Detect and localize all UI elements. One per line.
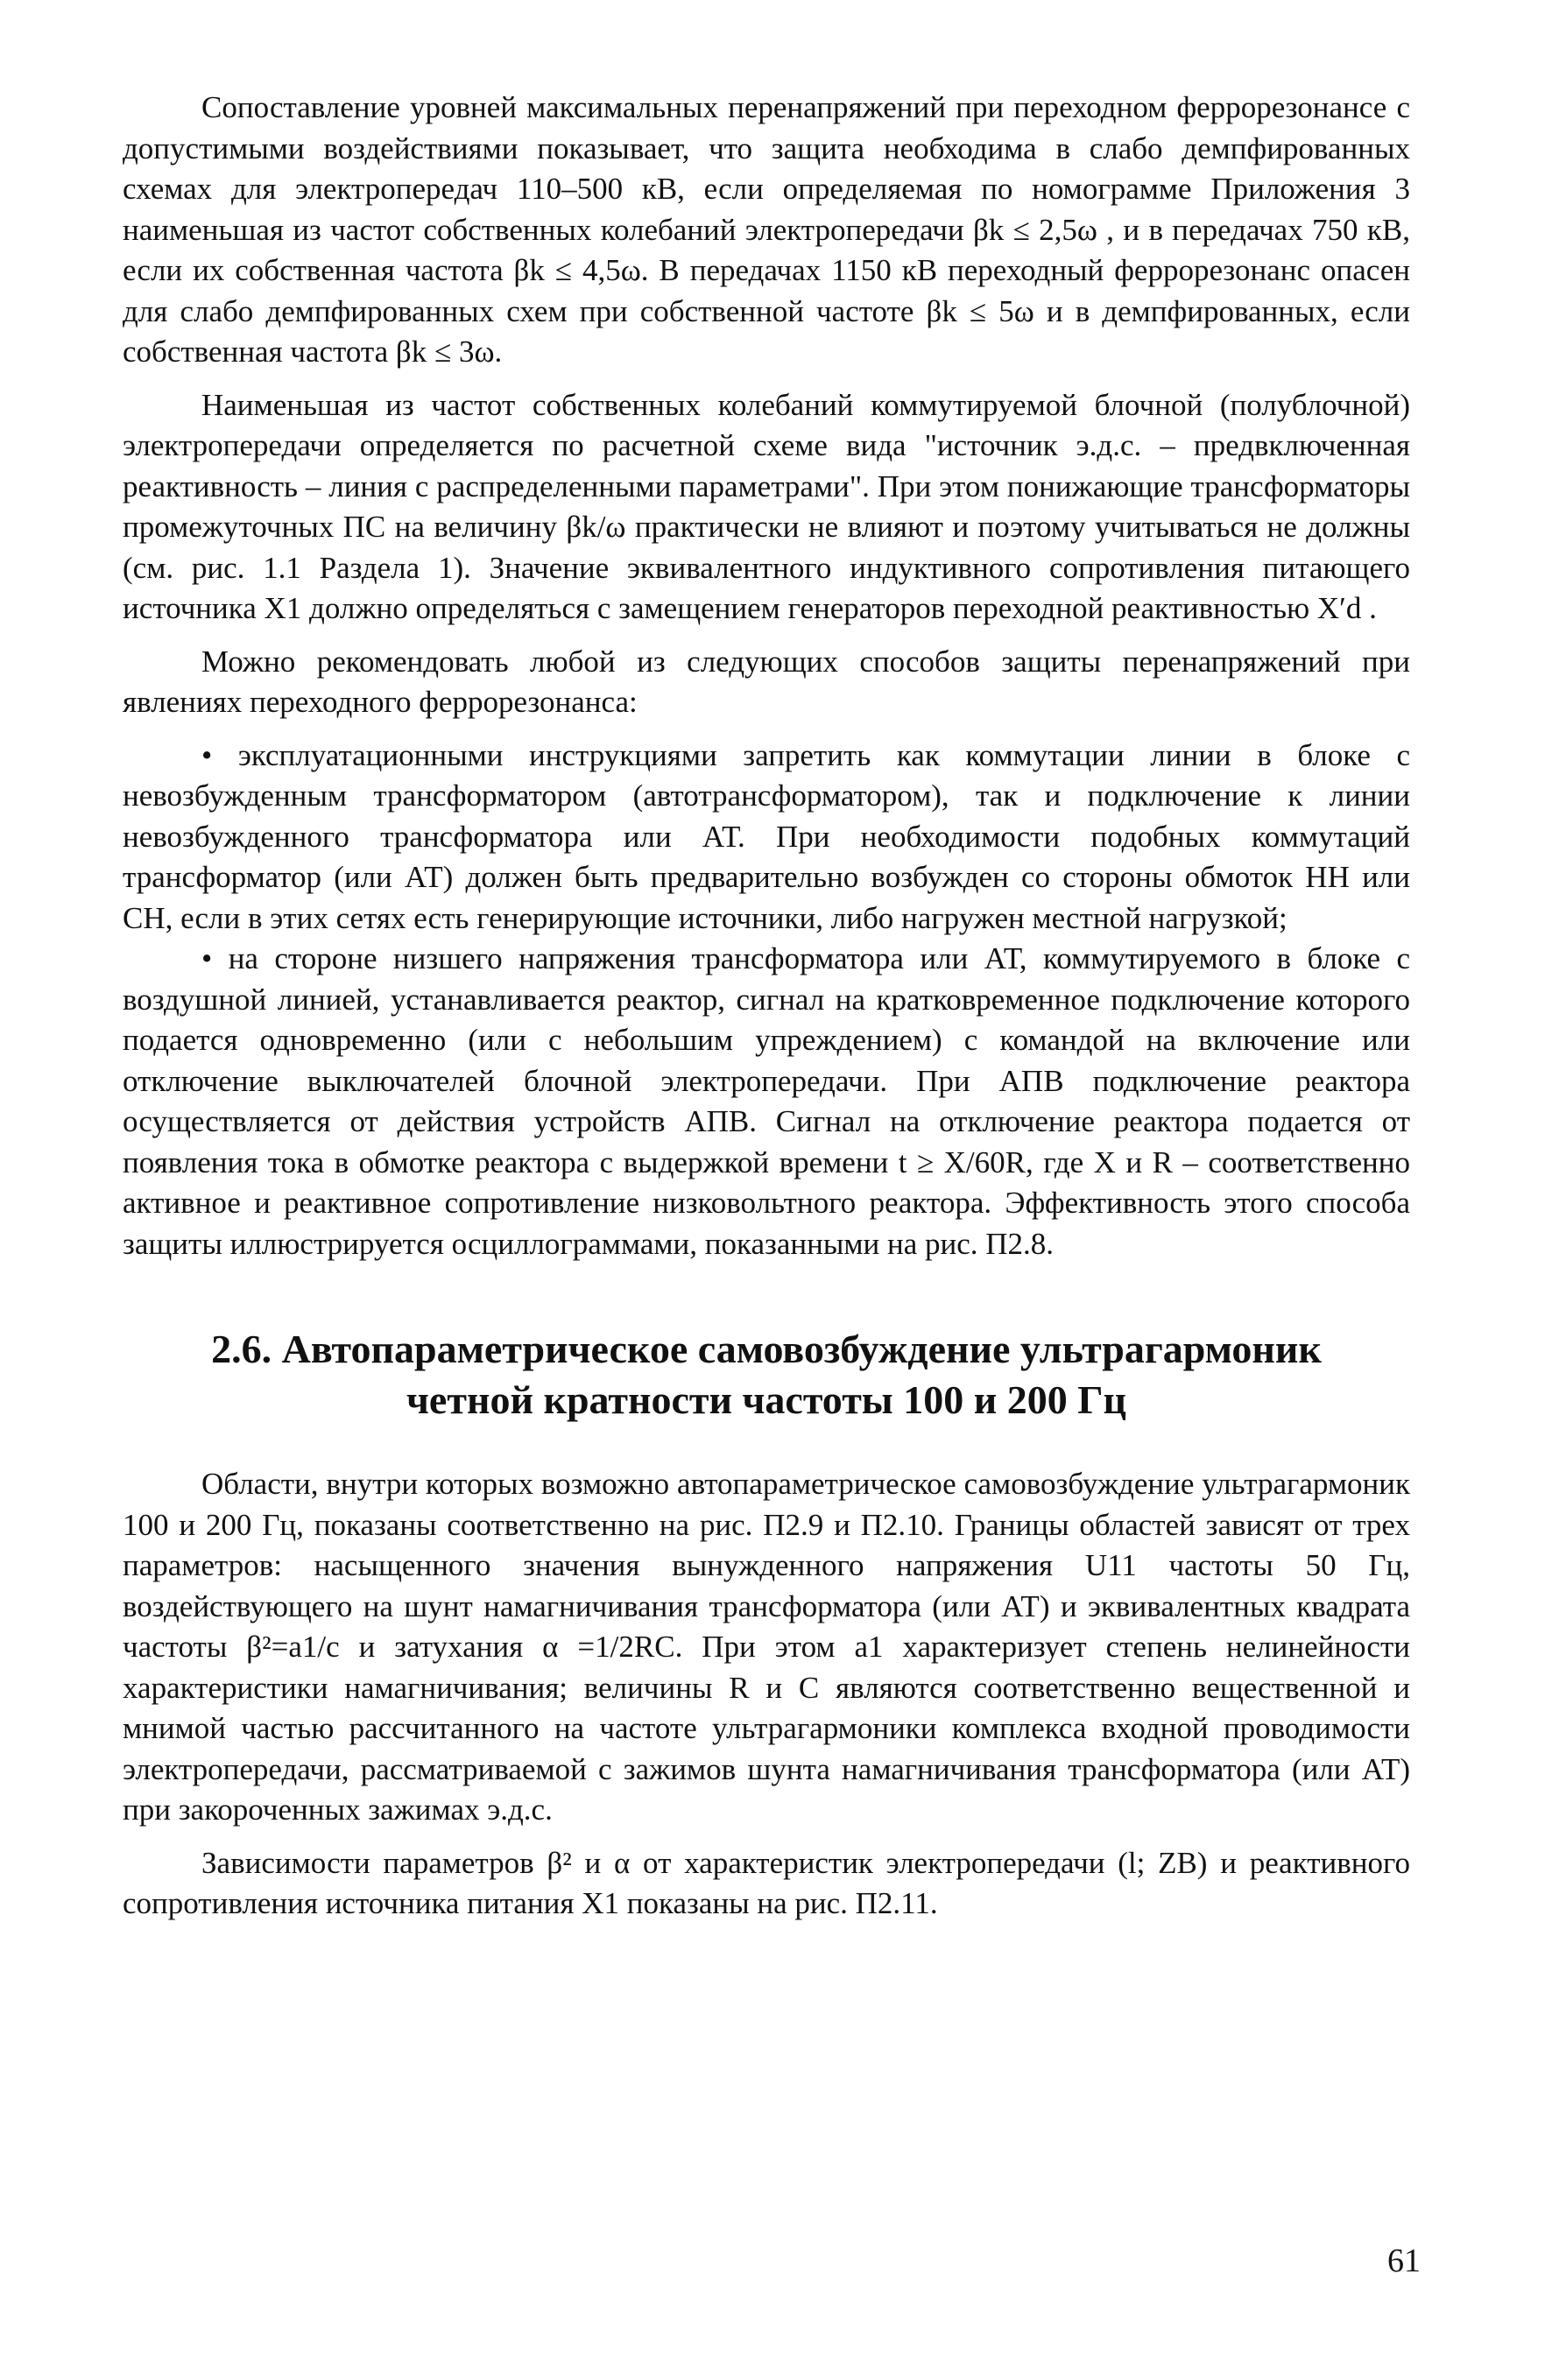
bullet-icon: • (201, 941, 213, 975)
page-number: 61 (1387, 2243, 1421, 2279)
paragraph-2: Наименьшая из частот собственных колебаний коммутируемой блочной (полублочной) электропередачи определяется по расчетной схеме вида "источник э.д.с. – предвключенная реактивность – линия с распределенными параметрами". При этом понижающие трансформаторы промежуточных ПС на величину βk/ω практически не влияют и поэтому учитываться не должны (см. рис. 1.1 Раздела 1). Значение эквивалентного индуктивного сопротивления питающего источника X1 должно определяться с замещением генераторов переходной реактивностью X′d . (123, 387, 1410, 625)
section-title-line-1: 2.6. Автопараметрическое самовозбуждение ультрагармоник (211, 1327, 1322, 1371)
section-title (123, 1324, 1410, 1426)
paragraph-3: Можно рекомендовать любой из следующих способов защиты перенапряжений при явлениях переходного феррорезонанса: (123, 644, 1410, 719)
page-body (123, 88, 1410, 2329)
section-paragraph-1: Области, внутри которых возможно автопараметрическое самовозбуждение ультрагармоник 100 и 200 Гц, показаны соответственно на рис. П2.9 и П2.10. Границы областей зависят от трех параметров: насыщенного значения вынужденного напряжения U11 частоты 50 Гц, воздействующего на шунт намагничивания трансформатора (или АТ) и эквивалентных квадрата частоты β²=a1/c и затухания α =1/2RC. При этом a1 характеризует степень нелинейности характеристики намагничивания; величины R и C являются соответственно вещественной и мнимой частью рассчитанного на частоте ультрагармоники комплекса входной проводимости электропередачи, рассматриваемой с зажимов шунта намагничивания трансформатора (или АТ) при закороченных зажимах э.д.с. (123, 1467, 1410, 1827)
paragraph-1: Сопоставление уровней максимальных перенапряжений при переходном феррорезонансе с допустимыми воздействиями показывает, что защита необходима в слабо демпфированных схемах для электропередач 110–500 кВ, если определяемая по номограмме Приложения 3 наименьшая из частот собственных колебаний электропередачи βk ≤ 2,5ω , и в передачах 750 кВ, если их собственная частота βk ≤ 4,5ω. В передачах 1150 кВ переходный феррорезонанс опасен для слабо демпфированных схем при собственной частоте βk ≤ 5ω и в демпфированных, если собственная частота βk ≤ 3ω. (123, 90, 1410, 369)
bullet-text-1: эксплуатационными инструкциями запретить как коммутации линии в блоке с невозбужденным трансформатором (автотрансформатором), так и подключение к линии невозбужденного трансформатора или АТ. При необходимости подобных коммутаций трансформатор (или АТ) должен быть предварительно возбужден со стороны обмоток НН или СН, если в этих сетях есть генерирующие источники, либо нагружен местной нагрузкой; (123, 737, 1410, 935)
section-title-line-2: четной кратности частоты 100 и 200 Гц (406, 1377, 1126, 1422)
bullet-icon: • (201, 737, 213, 772)
bullet-item-1 (123, 736, 1410, 940)
bullet-text-2: на стороне низшего напряжения трансформатора или АТ, коммутируемого в блоке с воздушной линией, устанавливается реактор, сигнал на кратковременное подключение которого подается одновременно (или с небольшим упреждением) с командой на включение или отключение выключателей блочной электропередачи. При АПВ подключение реактора осуществляется от действия устройств АПВ. Сигнал на отключение реактора подается от появления тока в обмотке реактора с выдержкой времени t ≥ X/60R, где X и R – соответственно активное и реактивное сопротивление низковольтного реактора. Эффективность этого способа защиты иллюстрируется осциллограммами, показанными на рис. П2.8. (123, 941, 1410, 1261)
section-paragraph-2: Зависимости параметров β² и α от характеристик электропередачи (l; ZB) и реактивного сопротивления источника питания X1 показаны на рис. П2.11. (123, 1845, 1410, 1920)
bullet-item-2 (123, 939, 1410, 1264)
